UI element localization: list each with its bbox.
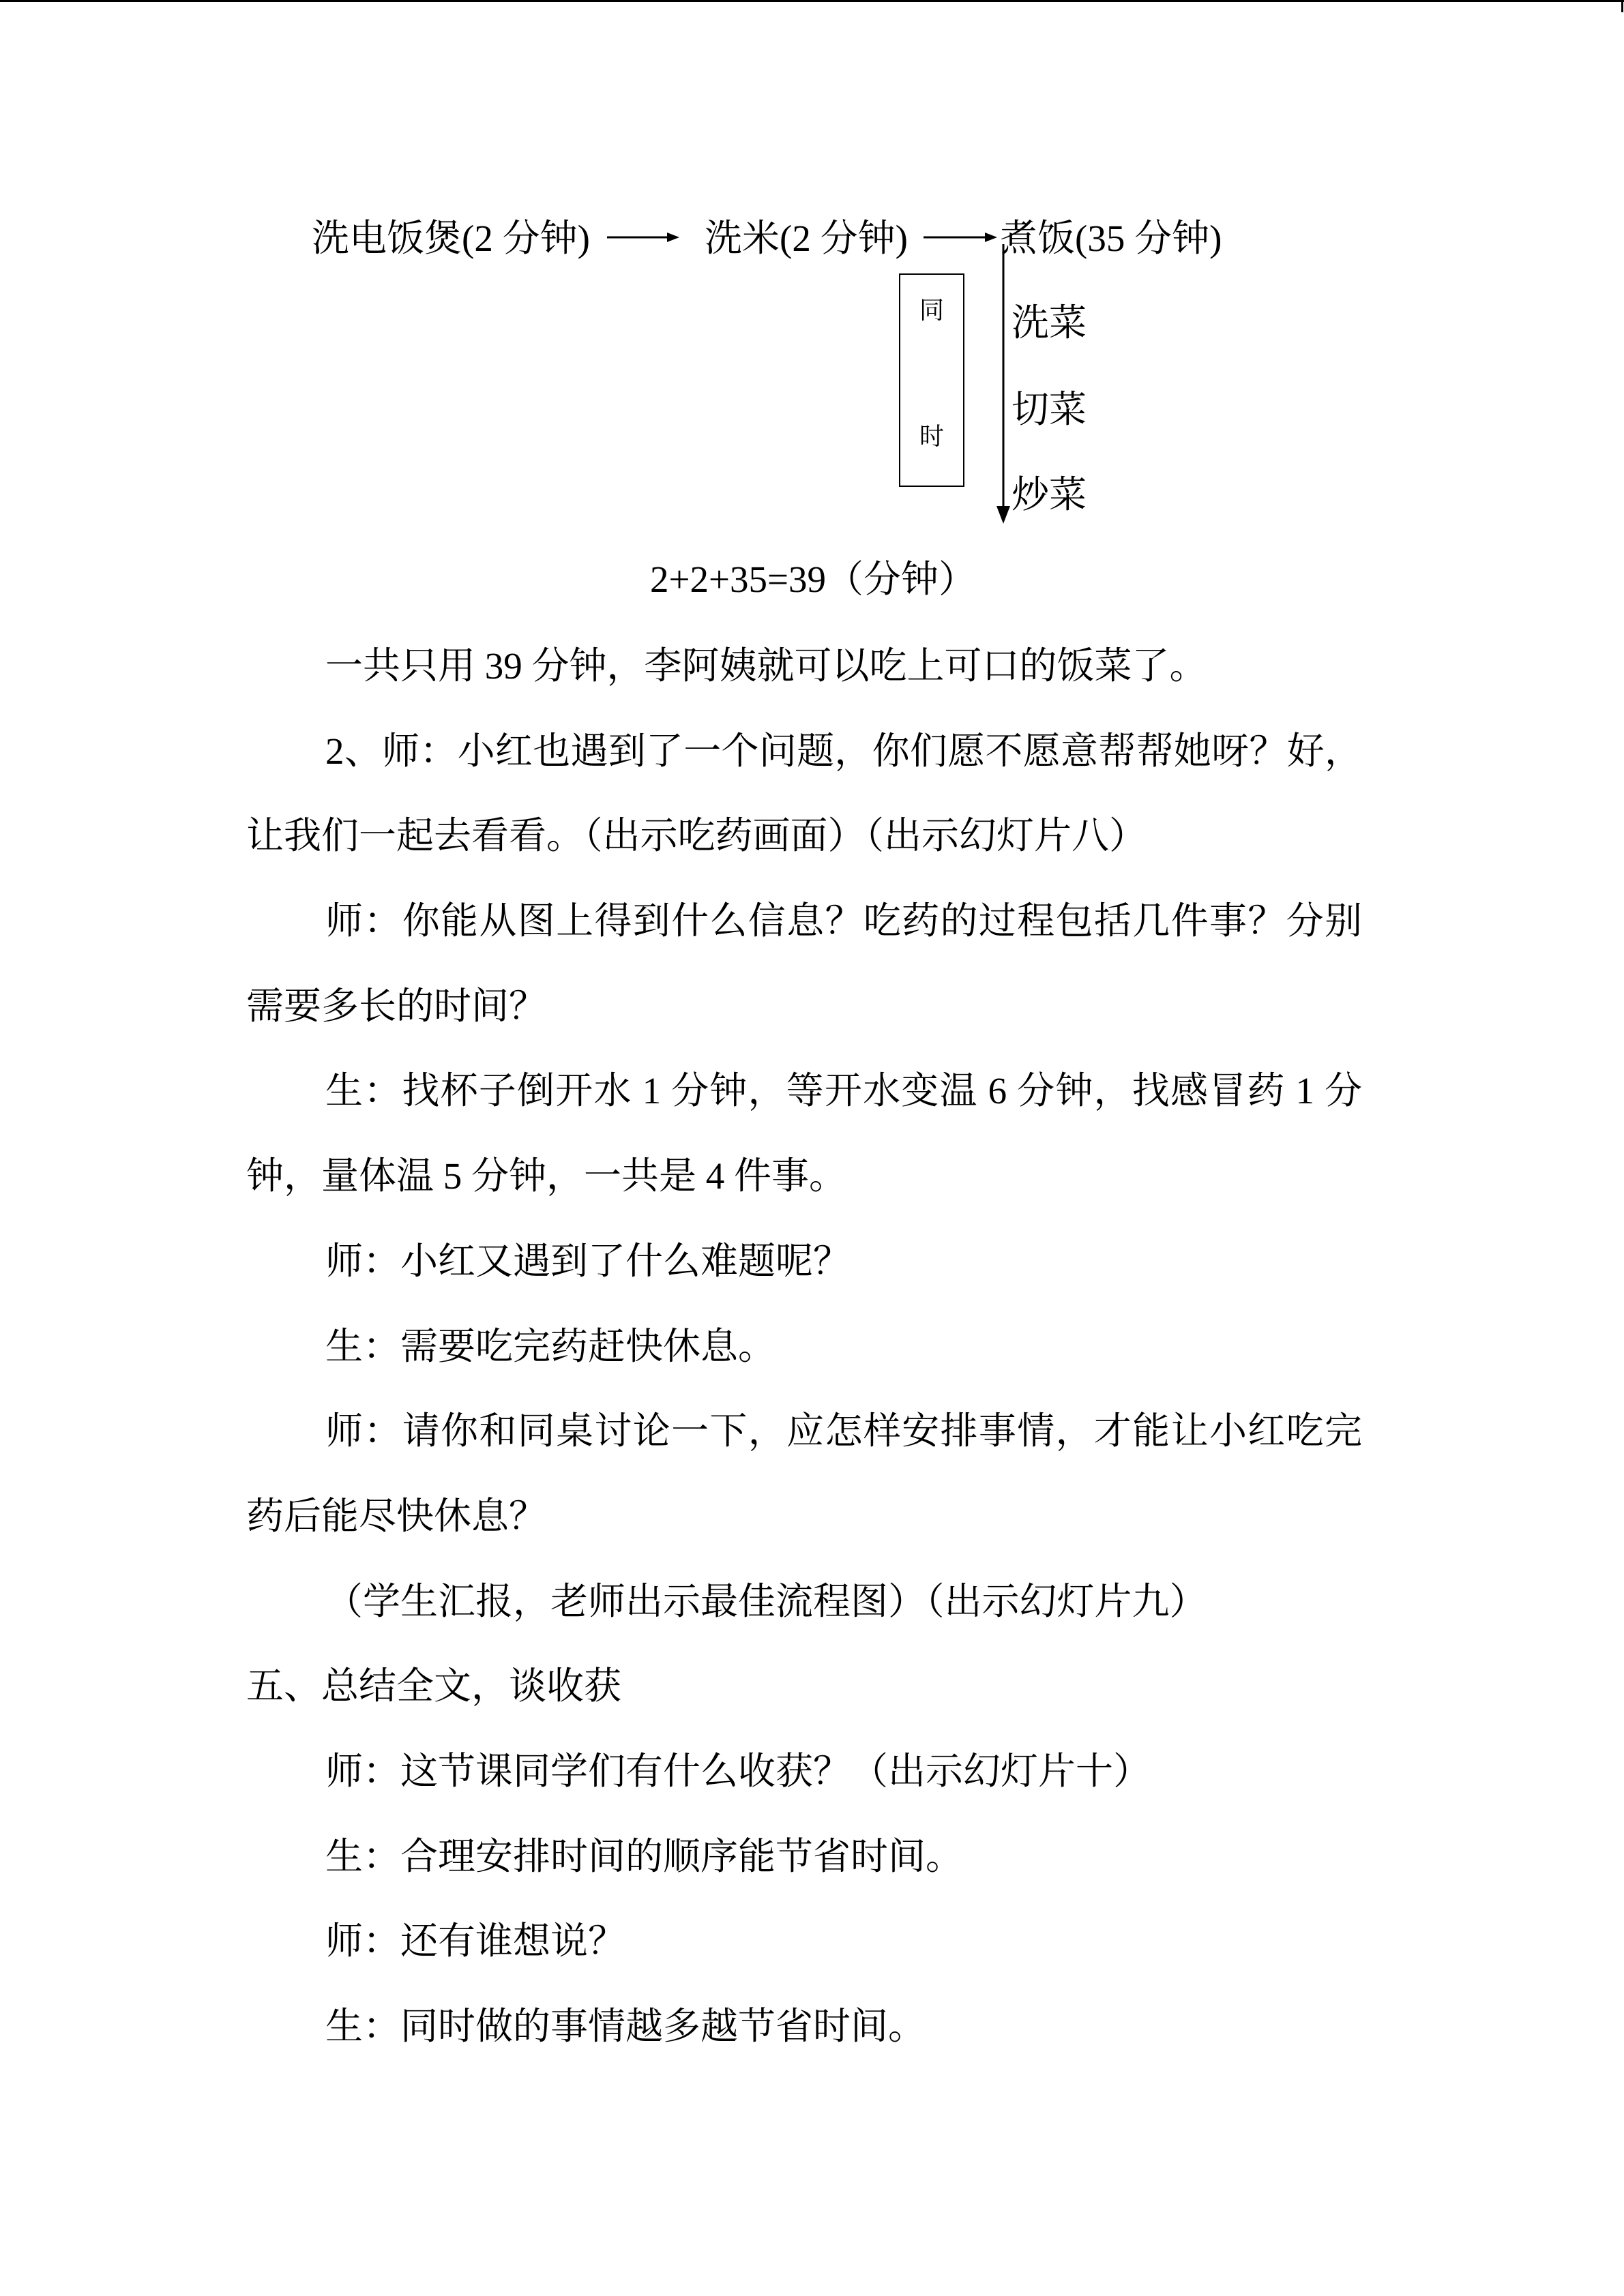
simultaneous-label-bottom: 时	[919, 423, 944, 450]
paragraph	[246, 879, 1362, 1049]
paragraph	[246, 1304, 1362, 1390]
paragraph	[246, 1899, 1362, 1984]
paragraph-line: 药后能尽快休息？	[246, 1495, 547, 1537]
paragraph	[246, 1389, 1362, 1559]
paragraph-line: 生：需要吃完药赶快休息。	[325, 1325, 776, 1367]
equation: 2+2+35=39（分钟）	[650, 558, 977, 600]
paragraph-line: 师：请你和同桌讨论一下，应怎样安排事情，才能让小红吃完	[325, 1410, 1362, 1452]
paragraph	[246, 1815, 1362, 1900]
paragraph	[246, 624, 1362, 709]
paragraph	[246, 1219, 1362, 1304]
paragraph-line: （学生汇报，老师出示最佳流程图）（出示幻灯片九）	[325, 1580, 1207, 1622]
body-text	[246, 624, 1362, 2070]
simultaneous-label-top: 同	[919, 297, 944, 324]
arrow-right-icon	[924, 233, 997, 242]
paragraph-line: 师：你能从图上得到什么信息？吃药的过程包括几件事？分别	[325, 900, 1362, 942]
paragraph	[246, 1729, 1362, 1815]
paragraph	[246, 1984, 1362, 2070]
parallel-task: 洗菜	[1012, 302, 1087, 344]
paragraph-line: 一共只用 39 分钟，李阿姨就可以吃上可口的饭菜了。	[325, 645, 1207, 687]
paragraph-line: 师：还有谁想说？	[325, 1920, 626, 1963]
section-heading	[246, 1644, 1362, 1729]
paragraph-line: 2、师：小红也遇到了一个问题，你们愿不愿意帮帮她呀？好，	[325, 730, 1362, 772]
paragraph-line: 钟，量体温 5 分钟，一共是 4 件事。	[246, 1155, 847, 1197]
paragraph	[246, 1560, 1362, 1645]
flow-step-cook-rice: 煮饭(35 分钟)	[1000, 218, 1222, 259]
paragraph-line: 师：这节课同学们有什么收获？（出示幻灯片十）	[325, 1750, 1151, 1792]
parallel-task: 切菜	[1012, 389, 1087, 430]
flow-step-wash-rice-cooker: 洗电饭煲(2 分钟)	[312, 218, 590, 259]
paragraph-line: 生：合理安排时间的顺序能节省时间。	[325, 1835, 964, 1877]
paragraph-line: 让我们一起去看看。（出示吃药画面）（出示幻灯片八）	[246, 815, 1147, 857]
paragraph	[246, 709, 1362, 879]
paragraph	[246, 1049, 1362, 1219]
paragraph-line: 生：找杯子倒开水 1 分钟，等开水变温 6 分钟，找感冒药 1 分	[325, 1070, 1362, 1112]
flow-connectors	[0, 0, 1624, 614]
simultaneous-box	[899, 273, 964, 487]
paragraph-line: 生：同时做的事情越多越节省时间。	[325, 2006, 926, 2047]
arrow-right-icon	[607, 233, 679, 242]
section-heading-text: 五、总结全文，谈收获	[246, 1665, 622, 1708]
parallel-task: 炒菜	[1012, 474, 1087, 516]
arrow-down-icon	[996, 244, 1010, 524]
paragraph-line: 师：小红又遇到了什么难题呢？	[325, 1240, 851, 1282]
flow-step-wash-rice: 洗米(2 分钟)	[705, 218, 908, 259]
paragraph-line: 需要多长的时间？	[246, 985, 547, 1027]
